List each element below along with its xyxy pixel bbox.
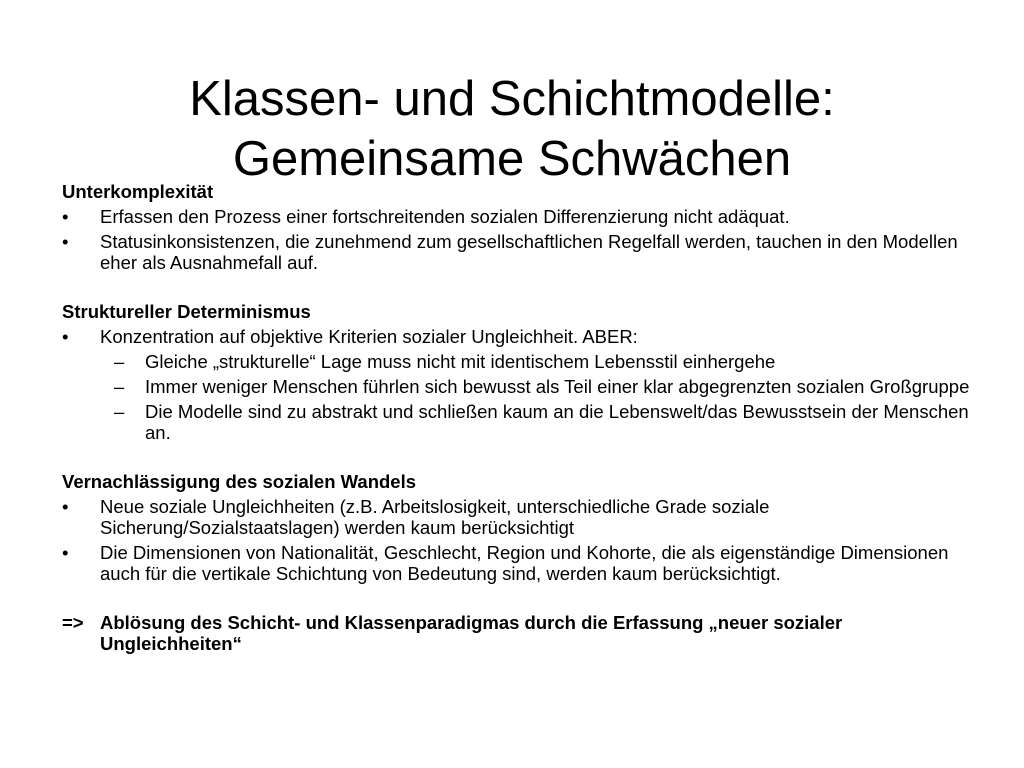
bullet-item xyxy=(62,231,982,273)
sub-bullet-text: Gleiche „strukturelle“ Lage muss nicht mit identischem Lebensstil einhergehe xyxy=(145,351,776,372)
sub-bullet-text: Immer weniger Menschen führlen sich bewusst als Teil einer klar abgegrenzten sozialen Großgruppe xyxy=(145,376,970,397)
slide-title-line-1: Klassen- und Schichtmodelle: xyxy=(189,71,835,126)
bullet-text: Die Dimensionen von Nationalität, Geschlecht, Region und Kohorte, die als eigenständige Dimensionen auch für die vertikale Schichtung von Bedeutung sind, werden kaum berücksichtigt. xyxy=(100,542,949,584)
section-sozialer-wandel xyxy=(62,471,982,584)
arrow-marker: => xyxy=(62,612,84,633)
dash-marker: – xyxy=(114,351,125,372)
bullet-marker: • xyxy=(62,496,69,517)
sub-bullet-text: Die Modelle sind zu abstrakt und schließen kaum an die Lebenswelt/das Bewusstsein der Menschen an. xyxy=(145,401,969,443)
slide-title-line-2: Gemeinsame Schwächen xyxy=(232,131,792,186)
spacer xyxy=(62,584,982,612)
bullet-item xyxy=(62,496,982,538)
section-heading: Unterkomplexität xyxy=(62,181,214,202)
bullet-marker: • xyxy=(62,231,69,252)
bullet-marker: • xyxy=(62,326,69,347)
bullet-item xyxy=(62,206,982,227)
bullet-text: Konzentration auf objektive Kriterien sozialer Ungleichheit. ABER: xyxy=(100,326,638,347)
dash-marker: – xyxy=(114,376,125,397)
dash-marker: – xyxy=(114,401,125,422)
bullet-item xyxy=(62,542,982,584)
bullet-item xyxy=(62,326,982,347)
sub-bullet-item xyxy=(62,401,982,443)
conclusion-text: Ablösung des Schicht- und Klassenparadigmas durch die Erfassung „neuer sozialer Ungleichheiten“ xyxy=(100,612,843,654)
bullet-text: Neue soziale Ungleichheiten (z.B. Arbeitslosigkeit, unterschiedliche Grade soziale Sicherung/Sozialstaatslagen) werden kaum berücksichtigt xyxy=(100,496,770,538)
conclusion xyxy=(62,612,982,654)
sub-bullet-item xyxy=(62,351,982,372)
section-struktureller-determinismus xyxy=(62,301,982,443)
bullet-text: Statusinkonsistenzen, die zunehmend zum gesellschaftlichen Regelfall werden, tauchen in den Modellen eher als Ausnahmefall auf. xyxy=(100,231,958,273)
spacer xyxy=(62,443,982,471)
bullet-marker: • xyxy=(62,206,69,227)
bullet-text: Erfassen den Prozess einer fortschreitenden sozialen Differenzierung nicht adäquat. xyxy=(100,206,790,227)
section-heading: Vernachlässigung des sozialen Wandels xyxy=(62,471,417,492)
section-heading: Struktureller Determinismus xyxy=(62,301,311,322)
slide-body xyxy=(62,181,982,654)
spacer xyxy=(62,273,982,301)
sub-bullet-item xyxy=(62,376,982,397)
section-unterkomplexitaet xyxy=(62,181,982,273)
slide-title xyxy=(0,69,1024,189)
bullet-marker: • xyxy=(62,542,69,563)
